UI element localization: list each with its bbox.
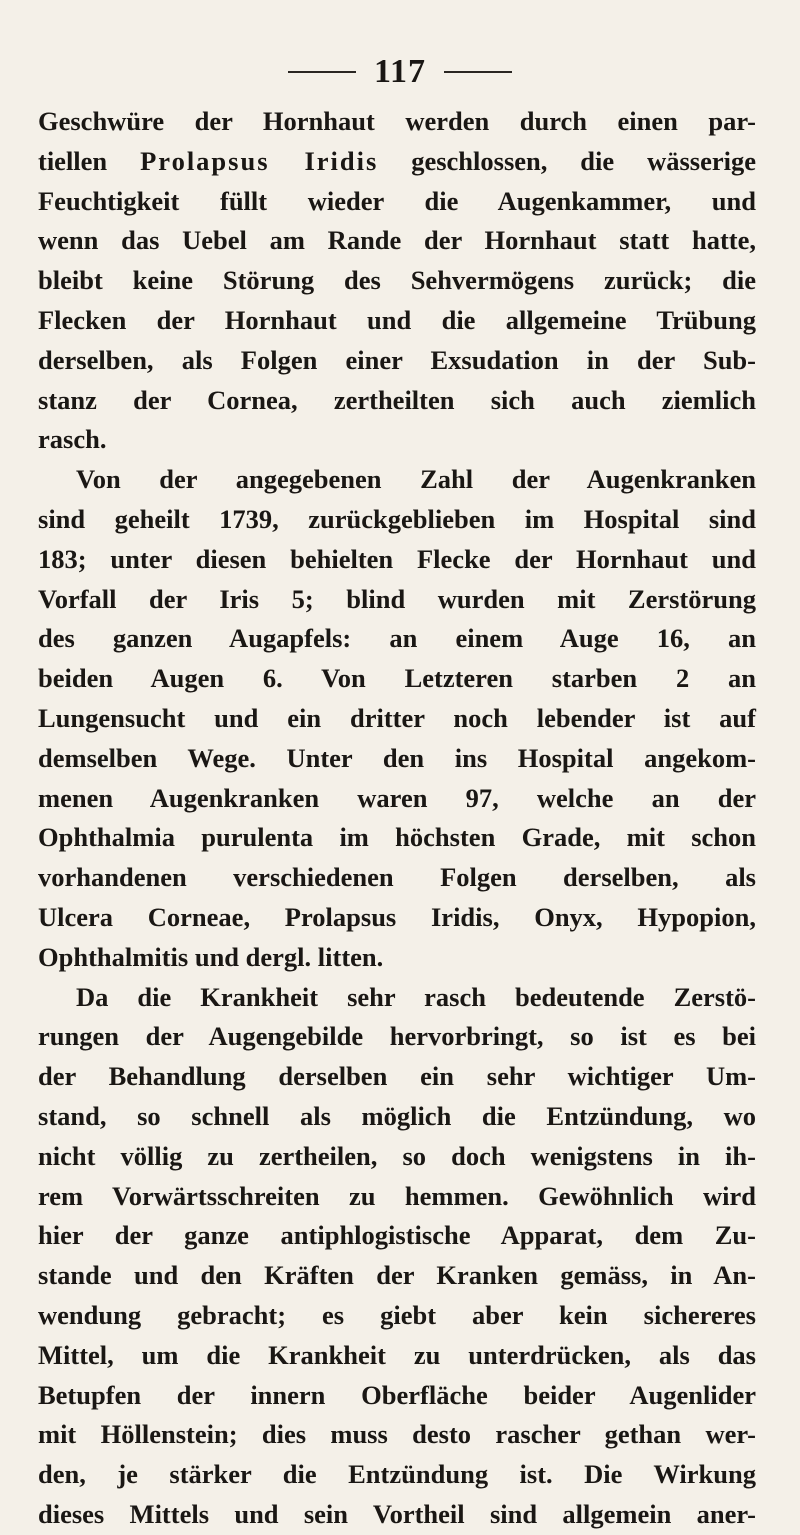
text-line: Geschwüre der Hornhaut werden durch einen par-	[38, 106, 756, 136]
text-line: mit Höllenstein; dies muss desto rascher gethan wer-	[38, 1419, 756, 1450]
text-line: vorhandenen verschiedenen Folgen derselben, als	[38, 862, 756, 893]
text-segment: geschlossen, die wässerige	[378, 145, 756, 176]
spaced-term: Prolapsus Iridis	[140, 145, 379, 176]
text-line	[38, 142, 756, 182]
header-rule-right	[444, 71, 512, 73]
text-line: Von der angegebenen Zahl der Augenkranken	[76, 464, 756, 495]
text-line: wenn das Uebel am Rande der Hornhaut statt hatte,	[38, 225, 756, 256]
text-line: Feuchtigkeit füllt wieder die Augenkammer, und	[38, 185, 756, 216]
body-text	[38, 102, 756, 1535]
text-line: stand, so schnell als möglich die Entzündung, wo	[38, 1100, 756, 1131]
text-line: rasch.	[38, 424, 107, 455]
text-line: wendung gebracht; es giebt aber kein sichereres	[38, 1299, 756, 1330]
text-line: rem Vorwärtsschreiten zu hemmen. Gewöhnlich wird	[38, 1180, 756, 1211]
text-line: des ganzen Augapfels: an einem Auge 16, an	[38, 623, 756, 654]
text-line: Betupfen der innern Oberfläche beider Augenlider	[38, 1379, 756, 1410]
header-rule-left	[288, 71, 356, 73]
text-line: hier der ganze antiphlogistische Apparat, dem Zu-	[38, 1220, 756, 1251]
text-line: derselben, als Folgen einer Exsudation in der Sub-	[38, 344, 756, 375]
text-segment: tiellen	[38, 145, 141, 176]
text-line: nicht völlig zu zertheilen, so doch wenigstens in ih-	[38, 1140, 756, 1171]
page-header	[0, 52, 800, 92]
text-line: 183; unter diesen behielten Flecke der Hornhaut und	[38, 543, 756, 574]
text-line: Ophthalmia purulenta im höchsten Grade, mit schon	[38, 822, 756, 853]
text-line: Ulcera Corneae, Prolapsus Iridis, Onyx, Hypopion,	[38, 901, 756, 932]
text-line: der Behandlung derselben ein sehr wichtiger Um-	[38, 1061, 756, 1092]
text-line: stande und den Kräften der Kranken gemäss, in An-	[38, 1260, 756, 1291]
text-line: Flecken der Hornhaut und die allgemeine Trübung	[38, 304, 756, 335]
text-line: Ophthalmitis und dergl. litten.	[38, 941, 384, 972]
text-line: sind geheilt 1739, zurückgeblieben im Hospital sind	[38, 503, 756, 534]
text-line: Da die Krankheit sehr rasch bedeutende Zerstö-	[76, 981, 756, 1012]
text-line: den, je stärker die Entzündung ist. Die Wirkung	[38, 1459, 756, 1490]
text-line: Mittel, um die Krankheit zu unterdrücken, als das	[38, 1339, 756, 1370]
text-line: beiden Augen 6. Von Letzteren starben 2 an	[38, 663, 756, 694]
text-line: bleibt keine Störung des Sehvermögens zurück; die	[38, 265, 756, 296]
page-number: 117	[373, 53, 427, 90]
text-line: menen Augenkranken waren 97, welche an der	[38, 782, 756, 813]
text-line: stanz der Cornea, zertheilten sich auch ziemlich	[38, 384, 756, 415]
text-line: demselben Wege. Unter den ins Hospital angekom-	[38, 742, 756, 773]
text-line: dieses Mittels und sein Vortheil sind allgemein aner-	[38, 1498, 756, 1529]
text-line: Vorfall der Iris 5; blind wurden mit Zerstörung	[38, 583, 756, 614]
text-line: Lungensucht und ein dritter noch lebender ist auf	[38, 702, 756, 733]
text-line: rungen der Augengebilde hervorbringt, so ist es bei	[38, 1021, 756, 1052]
